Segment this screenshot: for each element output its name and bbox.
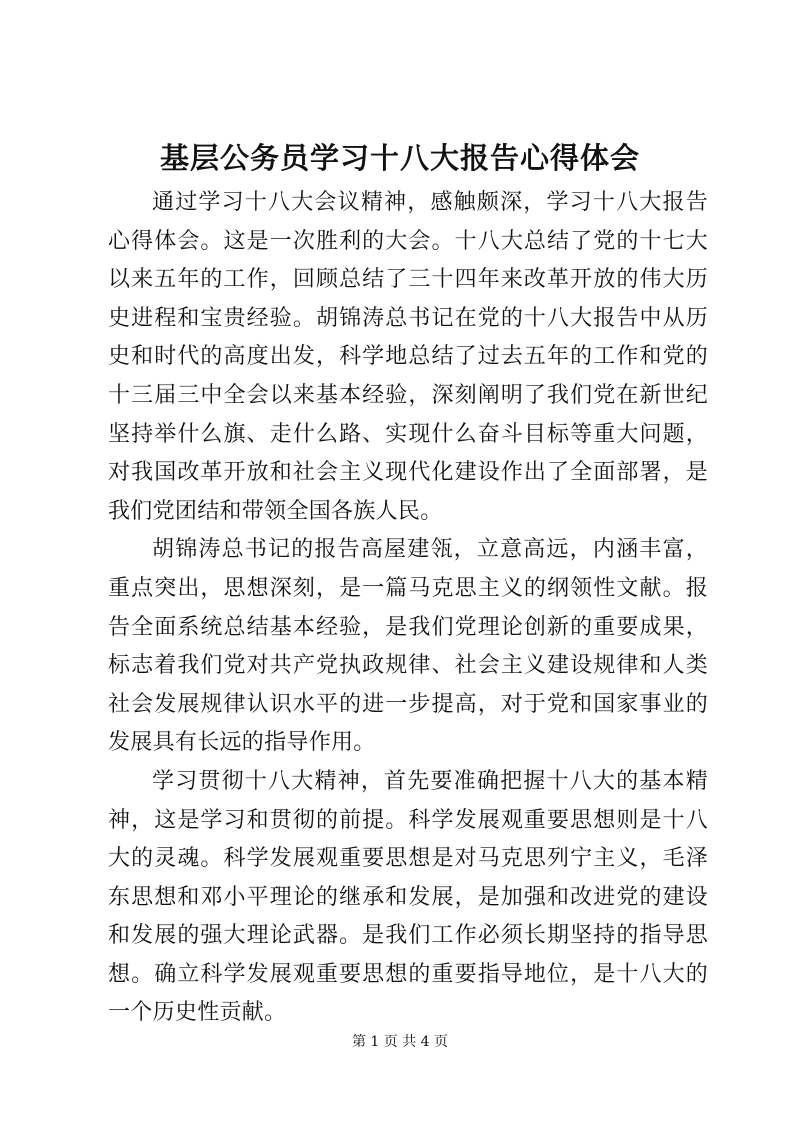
page-footer: 第 1 页 共 4 页 <box>351 1034 449 1050</box>
paragraph-1: 通过学习十八大会议精神，感触颇深，学习十八大报告心得体会。这是一次胜利的大会。十八大总结了党的十七大以来五年的工作，回顾总结了三十四年来改革开放的伟大历史进程和宝贵经验。胡锦涛总书记在党的十八大报告中从历史和时代的高度出发，科学地总结了过去五年的工作和党的十三届三中全会以来基本经验，深刻阐明了我们党在新世纪坚持举什么旗、走什么路、实现什么奋斗目标等重大问题，对我国改革开放和社会主义现代化建设作出了全面部署，是我们党团结和带领全国各族人民。 <box>108 190 708 524</box>
paragraph-3: 学习贯彻十八大精神，首先要准确把握十八大的基本精神，这是学习和贯彻的前提。科学发展观重要思想则是十八大的灵魂。科学发展观重要思想是对马克思列宁主义，毛泽东思想和邓小平理论的继承和发展，是加强和改进党的建设和发展的强大理论武器。是我们工作必须长期坚持的指导思想。确立科学发展观重要思想的重要指导地位，是十八大的一个历史性贡献。 <box>108 768 708 1026</box>
paragraph-2: 胡锦涛总书记的报告高屋建瓴，立意高远，内涵丰富，重点突出，思想深刻，是一篇马克思主义的纲领性文献。报告全面系统总结基本经验，是我们党理论创新的重要成果，标志着我们党对共产党执政规律、社会主义建设规律和人类社会发展规律认识水平的进一步提高，对于党和国家事业的发展具有长远的指导作用。 <box>108 537 708 756</box>
document-body <box>108 184 708 1033</box>
document-title: 基层公务员学习十八大报告心得体会 <box>159 141 640 175</box>
